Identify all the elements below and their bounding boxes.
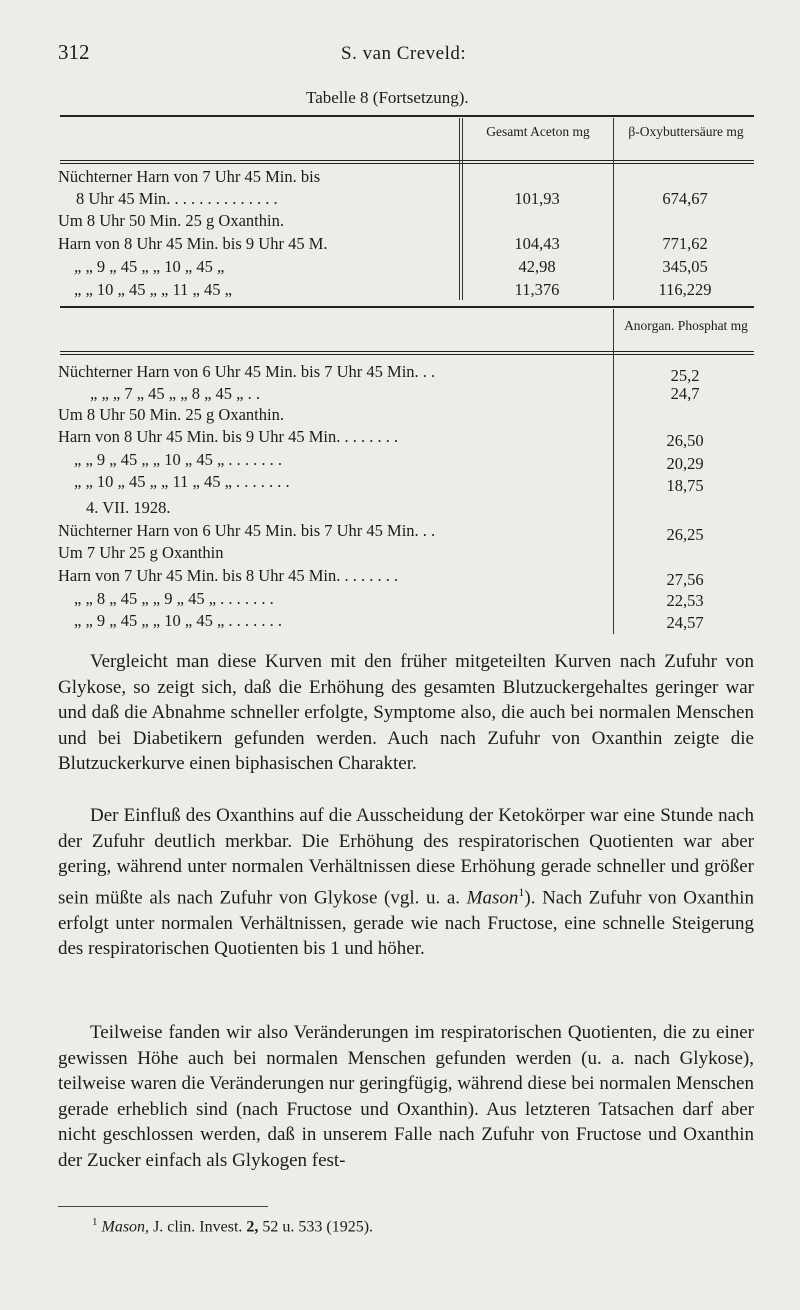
phosphat-value: 24,7 [670, 384, 700, 403]
phosphat-value: 20,29 [666, 454, 704, 473]
oxybutter-value: 674,67 [662, 189, 708, 208]
paragraph-text: Vergleicht man diese Kurven mit den früher mitgeteilten Kurven nach Zufuhr von Glykose, so zeigt sich, daß die Erhöhung des gesamten Blutzuckergehaltes geringer war und daß die Abnahme schneller erfolgte, Symptome also, die auch bei normalen Menschen und bei Diabetikern gefunden werden. Auch nach Zufuhr von Oxanthin zeigte die Blutzuckerkurve einen biphasischen Charakter. [58, 651, 754, 775]
table1-row [0, 167, 800, 189]
table2-row [0, 611, 800, 633]
paragraph-text-part: Der Einfluß des Oxanthins auf die Ausscheidung der Ketokörper war eine Stunde nach der Zufuhr deutlich merkbar. Die Erhöhung des respiratorischen Quotienten war aber gering, während unter normalen Verhältnissen diese Erhöhung gerade schneller und größer sein müßte als nach Zufuhr von Glykose (vgl. u. a. [58, 805, 754, 909]
date-label: 4. VII. 1928. [86, 498, 171, 517]
phosphat-value: 18,75 [666, 476, 704, 495]
row-label: Nüchterner Harn von 6 Uhr 45 Min. bis 7 Uhr 45 Min. . . [58, 521, 436, 540]
page-number: 312 [58, 40, 90, 64]
col-header-aceton: Gesamt Aceton mg [486, 124, 590, 139]
oxybutter-value: 116,229 [658, 280, 712, 299]
aceton-value: 104,43 [514, 234, 560, 253]
row-label: „ „ „ 7 „ 45 „ „ 8 „ 45 „ . . [90, 384, 260, 403]
paragraph [58, 1020, 754, 1174]
row-label: „ „ 9 „ 45 „ „ 10 „ 45 „ . . . . . . . [74, 611, 283, 630]
footnote [92, 1216, 373, 1236]
col-header-oxybuttersaeure: β-Oxybuttersäure mg [628, 124, 744, 139]
footnote-pages: 52 u. 533 (1925). [258, 1218, 374, 1236]
row-label: „ „ 10 „ 45 „ „ 11 „ 45 „ . . . . . . . [74, 472, 290, 491]
table2-row [0, 472, 800, 494]
table2-row [0, 427, 800, 449]
phosphat-value: 27,56 [666, 570, 704, 589]
author-reference: Mason [466, 887, 519, 909]
footnote-marker: 1 [518, 884, 525, 899]
row-label: Um 7 Uhr 25 g Oxanthin [58, 543, 224, 562]
paragraph-text [58, 803, 754, 962]
aceton-value: 11,376 [514, 280, 560, 299]
paragraph-text-part: ). Nach Zufuhr von Oxanthin erfolgt unter normalen Verhältnissen, gerade wie nach Fructose, eine schnelle Steigerung des respiratorischen Quotienten bis 1 und höher. [58, 887, 754, 960]
row-label: „ „ 8 „ 45 „ „ 9 „ 45 „ . . . . . . . [74, 589, 274, 608]
table2-row [0, 405, 800, 427]
table1-row [0, 257, 800, 279]
row-label: „ „ 9 „ 45 „ „ 10 „ 45 „ [74, 257, 225, 276]
footnote-author: Mason, [101, 1218, 150, 1236]
oxybutter-value: 771,62 [662, 234, 708, 253]
table2-row [0, 521, 800, 543]
row-label: Um 8 Uhr 50 Min. 25 g Oxanthin. [58, 211, 284, 230]
table1-row [0, 189, 800, 211]
table2-row [0, 362, 800, 384]
oxybutter-value: 345,05 [662, 257, 708, 276]
aceton-value: 42,98 [518, 257, 556, 276]
running-head: S. van Creveld: [341, 43, 467, 64]
row-label: Nüchterner Harn von 7 Uhr 45 Min. bis [58, 167, 321, 186]
table2-row [0, 384, 800, 406]
table1-header-rule [60, 160, 754, 161]
row-label: 8 Uhr 45 Min. . . . . . . . . . . . . . [76, 189, 278, 208]
table2-header-rule [60, 351, 754, 352]
table1-top-rule [60, 115, 754, 117]
paragraph [58, 803, 754, 962]
table2-row [0, 543, 800, 565]
row-label: Harn von 8 Uhr 45 Min. bis 9 Uhr 45 M. [58, 234, 328, 253]
table2-row [0, 498, 800, 520]
footnote-rule [58, 1206, 268, 1207]
footnote-number: 1 [92, 1216, 98, 1228]
row-label: Harn von 7 Uhr 45 Min. bis 8 Uhr 45 Min. . . . . . . . [58, 566, 399, 585]
paragraph-text: Teilweise fanden wir also Veränderungen im respiratorischen Quotienten, die zu einer gewissen Höhe auch bei normalen Menschen gefunden werden (u. a. nach Glykose), teilweise waren die Veränderungen nur geringfügig, während diese bei normalen Menschen gerade erheblich sind (nach Fructose und Oxanthin). Aus letzteren Tatsachen darf aber nicht geschlossen werden, daß in unserem Falle nach Zufuhr von Fructose und Oxanthin der Zucker einfach als Glykogen fest- [58, 1022, 754, 1171]
table1-header-rule-2 [60, 163, 754, 164]
table1-row [0, 211, 800, 233]
footnote-volume: 2, [246, 1218, 259, 1236]
row-label: Harn von 8 Uhr 45 Min. bis 9 Uhr 45 Min. . . . . . . . [58, 427, 399, 446]
phosphat-value: 25,2 [670, 366, 700, 385]
footnote-journal: J. clin. Invest. [149, 1218, 247, 1236]
phosphat-value: 24,57 [666, 613, 704, 632]
phosphat-value: 26,50 [666, 431, 704, 450]
aceton-value: 101,93 [514, 189, 560, 208]
table2-row [0, 450, 800, 472]
phosphat-value: 22,53 [666, 591, 704, 610]
col-header-phosphat: Anorgan. Phosphat mg [624, 318, 748, 333]
table2-row [0, 589, 800, 611]
table2-header-rule-2 [60, 354, 754, 355]
table2-row [0, 566, 800, 588]
row-label: „ „ 9 „ 45 „ „ 10 „ 45 „ . . . . . . . [74, 450, 283, 469]
table1-row [0, 280, 800, 302]
paragraph [58, 649, 754, 777]
table-title: Tabelle 8 (Fortsetzung). [306, 88, 469, 107]
row-label: „ „ 10 „ 45 „ „ 11 „ 45 „ [74, 280, 232, 299]
row-label: Nüchterner Harn von 6 Uhr 45 Min. bis 7 Uhr 45 Min. . . [58, 362, 436, 381]
row-label: Um 8 Uhr 50 Min. 25 g Oxanthin. [58, 405, 284, 424]
table1-row [0, 234, 800, 256]
phosphat-value: 26,25 [666, 525, 704, 544]
table2-top-rule [60, 306, 754, 308]
